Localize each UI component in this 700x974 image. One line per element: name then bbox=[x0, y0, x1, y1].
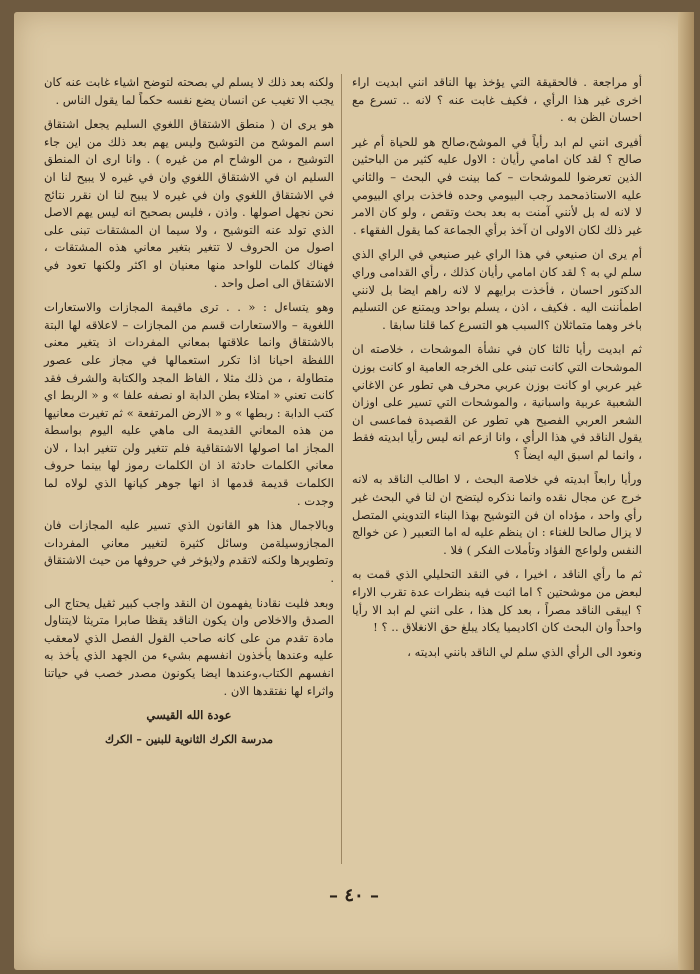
paragraph: وبالاجمال هذا هو القانون الذي تسير عليه المجازات فان المجازوسيلةمن وسائل كثيرة لتغيير معاني المفردات وتطويرها ولكنه لاتقدم ولايؤخر في حروفها من حيث الاشتقاق . bbox=[44, 518, 334, 586]
paragraph: هو يرى ان ( منطق الاشتقاق اللغوي السليم يجعل اشتقاق اسم الموشح من التوشيح وليس يهم بعد ذلك من اين جاء التوشيح ، من الوشاح ام من غيره ) . وانا ارى ان المنطق السليم ان في الاشتقاق اللغوي وان في غيره لا يبيح لنا ان في الاشتقاق اللغوي وان في غيره لا يبيح لنا ان نقرر نتائج نحن نجهل اصولها . واذن ، فليس بصحيح انه ليس يهم الاصل الذي تولد عنه التوشيح ، ولا سيما ان المشتقات تبنى على اصول من الحروف لا تتغير بتغير معاني هذه المشتقات ، فهناك كلمات للواحد منها معنيان او اكثر ولكنها تعود في الاشتقاق الى اصل واحد . bbox=[44, 117, 334, 290]
page-spine-edge bbox=[678, 12, 694, 970]
left-column bbox=[44, 74, 334, 748]
paragraph: أفيرى انني لم ابد رأياً في الموشح،صالح هو للحياة أم غير صالح ؟ لقد كان امامي رأيان : الاول عليه كثير من الباحثين الذين تعرضوا للموشحات – كما بينت في البحث – والثاني عليه الاستاذمحمد رجب البيومي وحده فاخذت براي البيومي لا لانه له بل لأنني آمنت به بعد بحث وتقص ، ولو كان الامر غير ذلك لكان الاولى ان آخذ برأي الجماعة كما يقول الفقهاء . bbox=[352, 134, 642, 237]
paragraph: أو مراجعة . فالحقيقة التي يؤخذ بها الناقد انني ابديت اراء اخرى غير هذا الرأي ، فكيف غابت عنه ؟ لانه .. تسرع مع احسان الظن به . bbox=[352, 75, 642, 125]
paragraph: ورأيا رابعاً ابديته في خلاصة البحث ، لا اطالب الناقد به لانه خرج عن مجال نقده وانما نذكره ليتضح ان لنا في البحث غير رأي واحد ، مؤداه ان فن التوشيح بهذا البناء التدويني المتصل لا يزال صالحا للغناء : ان ينظم عليه له اما التعبير ( عن خوالج النفس ولواعج الفؤاد وتأملات الفكر ) فلا . bbox=[352, 472, 642, 557]
paragraph: ولكنه بعد ذلك لا يسلم لي بصحته لتوضح اشياء غابت عنه كان يجب الا تغيب عن انسان يضع نفسه حكماً لما يقول الناس . bbox=[44, 75, 334, 107]
paragraph: ثم ما رأي الناقد ، اخيرا ، في النقد التحليلي الذي قمت به لبعض من موشحتين ؟ اما اثبت فيه بنظرات عدة تقرب الاراء ؟ ايبقى الناقد مصراً ، بعد كل هذا ، على انني لم ابد الا رأيا واحداً وان البحث كان اكاديميا يكاد يبلغ حق الانغلاق .. ؟ ! bbox=[352, 567, 642, 635]
paragraph: وهو يتساءل : « . . ترى ماقيمة المجازات والاستعارات اللغوية – والاستعارات قسم من المجازات – لاعلاقه لها البتة بالاشتقاق وانما علاقتها بمعاني المفردات اذ يتغير معنى اللفظة احيانا اذا تكرر استعمالها في مجاز على عصور متطاولة ، من ذلك مثلا ، الفاظ المجد والكتابة والشرف فقد كانت تعني « امتلاء بطن الدابة او نصفه علفا » و « الربط اي كتب الدابة : ربطها » و « الارض المرتفعة » ثم تغيرت معانيها من هذه المعاني القديمة الى ماهي عليه اليوم بواسطة المجاز اما اصولها الاشتقاقية فلم تتغير ولن تتغير ابدا ، لان معاني الكلمات حادثة اذ ان الكلمات رموز لها بينما حروف الكلمات قديمة قدمها اذ انها جوهر كيانها الذي لولاه لما وجدت . bbox=[44, 300, 334, 508]
paragraph: أم يرى ان صنيعي في هذا الراي غير صنيعي في الراي الذي سلم لي به ؟ لقد كان امامي رأيان كذلك ، رأي القدامى وراي الدكتور احسان ، فأخذت برايهم لا لانه راهم ايضا بل لانني اطمأننت اليه . فكيف ، اذن ، يسلم بواحد ويمتنع عن التسليم باخر وهما متماثلان ؟السبب هو التسرع كما قلنا سابقا . bbox=[352, 247, 642, 332]
journal-page bbox=[14, 12, 694, 970]
page-number: – ٤٠ – bbox=[329, 885, 379, 906]
author-signature: عودة الله القيسي bbox=[146, 708, 232, 723]
paragraph: ونعود الى الرأي الذي سلم لي الناقد بانني ابديته ، bbox=[407, 644, 642, 659]
paragraph: وبعد فليت نقادنا يفهمون ان النقد واجب كبير ثقيل يحتاج الى الصدق والاخلاص وان يكون الناقد يقظا صابرا متريثا لايتناول مادة تقدم من على كانه صاحب القول الفصل الذي لامعقب عليه وعندها يأخذون انفسهم بشيء من الجهد الذي يأخذ به انفسهم الكتاب،وعندها ايضا يكونون مصدر خصب في حياتنا واثراء لها نفتقدها الان . bbox=[44, 595, 334, 698]
column-divider bbox=[341, 74, 342, 864]
author-affiliation: مدرسة الكرك الثانوية للبنين – الكرك bbox=[104, 732, 274, 746]
paragraph: ثم ابديت رأيا ثالثا كان في نشأة الموشحات ، خلاصته ان الموشحات التي كانت تبنى على الخرجه العامية او كانت بوزن غير عربي او كانت بوزن عربي محرف هي تطور عن الاغاني الشعبية عربية واسبانية ، والموشحات التي تسير على اوزان الشعر العربي الفصيح هي تطور عن القصيدة فماعسى ان يقول الناقد في هذا الرأي ، وانا ازعم انه ليس رأيا ابديته فقط ، وانما لم اسبق اليه ايضاً ؟ bbox=[352, 342, 642, 462]
right-column bbox=[352, 74, 642, 668]
